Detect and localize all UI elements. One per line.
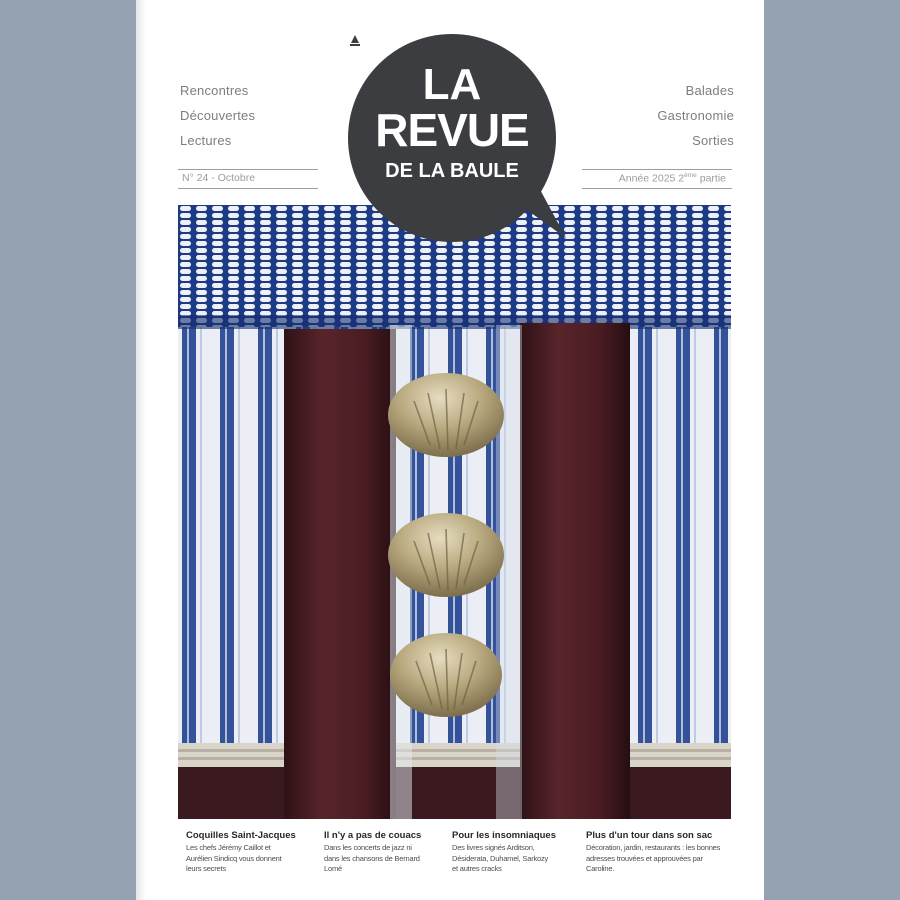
teaser-tour-sac xyxy=(586,830,736,875)
magazine-cover xyxy=(136,0,764,900)
teaser-text: Les chefs Jérémy Caillot et Aurélien Sindicq vous donnent leurs secrets xyxy=(186,843,282,873)
divider-bottom-left xyxy=(178,188,318,189)
divider-top-right xyxy=(582,169,732,170)
section-balades: Balades xyxy=(685,83,734,98)
issue-year: Année 2025 2ème partie xyxy=(618,172,726,185)
issue-number: N° 24 - Octobre xyxy=(182,172,256,184)
teaser-title: Il n'y a pas de couacs xyxy=(324,830,422,841)
teaser-text: Des livres signés Arditson, Désiderata, Duhamel, Sarkozy et autres cracks xyxy=(452,843,549,873)
section-list-left xyxy=(180,78,255,153)
section-rencontres: Rencontres xyxy=(180,83,249,98)
section-gastronomie: Gastronomie xyxy=(657,108,734,123)
teaser-text: Décoration, jardin, restaurants : les bonnes adresses trouvées et approuvées par Caroline. xyxy=(586,843,721,873)
teaser-title: Plus d'un tour dans son sac xyxy=(586,830,713,841)
page-fold-shadow xyxy=(136,0,146,900)
teaser-text: Dans les concerts de jazz ni dans les chansons de Bernard Lomé xyxy=(324,843,420,873)
divider-top-left xyxy=(178,169,318,170)
divider-bottom-right xyxy=(582,188,732,189)
teaser-coquilles xyxy=(186,830,316,875)
teaser-strip xyxy=(180,830,740,890)
magazine-logo xyxy=(346,32,572,242)
section-sorties: Sorties xyxy=(692,133,734,148)
section-lectures: Lectures xyxy=(180,133,232,148)
teaser-title: Pour les insomniaques xyxy=(452,830,556,841)
section-decouvertes: Découvertes xyxy=(180,108,256,123)
sailboat-emblem-icon xyxy=(346,32,364,50)
logo-line-revue: REVUE xyxy=(375,104,529,156)
teaser-title: Coquilles Saint-Jacques xyxy=(186,830,296,841)
teaser-jazz xyxy=(324,830,454,875)
logo-line-de-la-baule: DE LA BAULE xyxy=(385,160,519,182)
logo-line-la: LA xyxy=(422,60,482,109)
section-list-right xyxy=(657,78,734,153)
teaser-insomniaques xyxy=(452,830,582,875)
cover-photo xyxy=(178,205,731,819)
